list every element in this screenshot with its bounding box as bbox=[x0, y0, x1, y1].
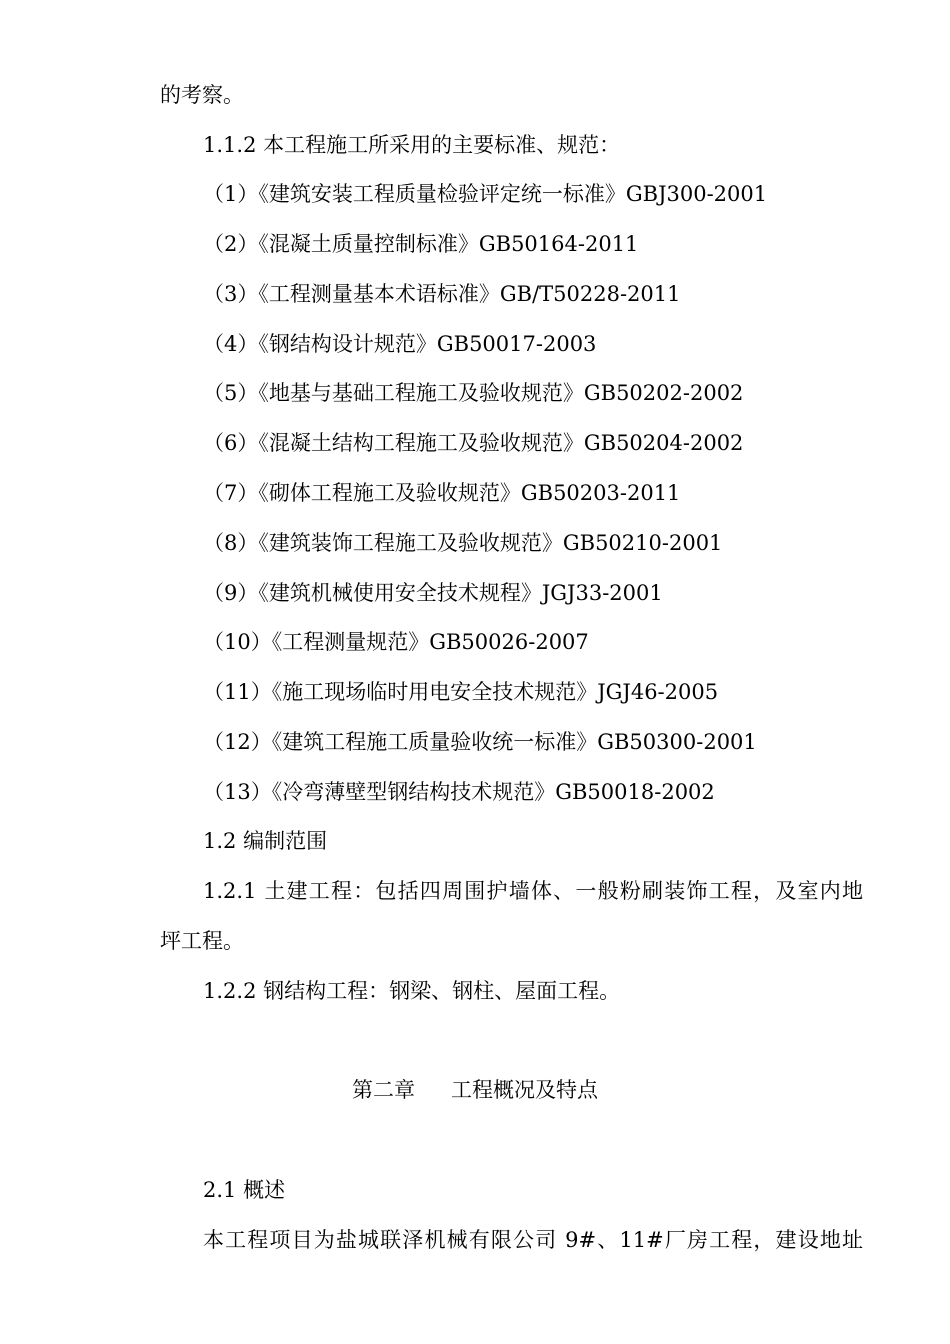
section-1-2-heading: 1.2 编制范围 bbox=[203, 829, 328, 853]
standard-item-13: （13）《冷弯薄壁型钢结构技术规范》GB50018-2002 bbox=[203, 780, 715, 804]
chapter-heading bbox=[0, 1075, 950, 1105]
standard-item-5: （5）《地基与基础工程施工及验收规范》GB50202-2002 bbox=[203, 381, 744, 405]
section-1-2-1-line-1: 1.2.1 土建工程：包括四周围护墙体、一般粉刷装饰工程，及室内地 bbox=[203, 879, 863, 903]
standard-item-7: （7）《砌体工程施工及验收规范》GB50203-2011 bbox=[203, 481, 681, 505]
chapter-title: 工程概况及特点 bbox=[451, 1078, 598, 1102]
section-1-2-2: 1.2.2 钢结构工程：钢梁、钢柱、屋面工程。 bbox=[203, 979, 621, 1003]
standard-item-8: （8）《建筑装饰工程施工及验收规范》GB50210-2001 bbox=[203, 531, 723, 555]
paragraph-continuation: 的考察。 bbox=[160, 83, 244, 107]
standard-item-1: （1）《建筑安装工程质量检验评定统一标准》GBJ300-2001 bbox=[203, 182, 768, 206]
section-2-1-paragraph: 本工程项目为盐城联泽机械有限公司 9#、11#厂房工程，建设地址 bbox=[203, 1228, 863, 1252]
standard-item-6: （6）《混凝土结构工程施工及验收规范》GB50204-2002 bbox=[203, 431, 744, 455]
standard-item-2: （2）《混凝土质量控制标准》GB50164-2011 bbox=[203, 232, 639, 256]
chapter-number: 第二章 bbox=[352, 1078, 415, 1102]
standard-item-12: （12）《建筑工程施工质量验收统一标准》GB50300-2001 bbox=[203, 730, 757, 754]
standard-item-9: （9）《建筑机械使用安全技术规程》JGJ33-2001 bbox=[203, 581, 663, 605]
section-1-2-1-line-2: 坪工程。 bbox=[160, 929, 244, 953]
standard-item-10: （10）《工程测量规范》GB50026-2007 bbox=[203, 630, 589, 654]
standard-item-3: （3）《工程测量基本术语标准》GB/T50228-2011 bbox=[203, 282, 681, 306]
section-1-1-2-heading: 1.1.2 本工程施工所采用的主要标准、规范： bbox=[203, 133, 621, 157]
standard-item-11: （11）《施工现场临时用电安全技术规范》JGJ46-2005 bbox=[203, 680, 719, 704]
section-2-1-heading: 2.1 概述 bbox=[203, 1178, 286, 1202]
standard-item-4: （4）《钢结构设计规范》GB50017-2003 bbox=[203, 332, 597, 356]
